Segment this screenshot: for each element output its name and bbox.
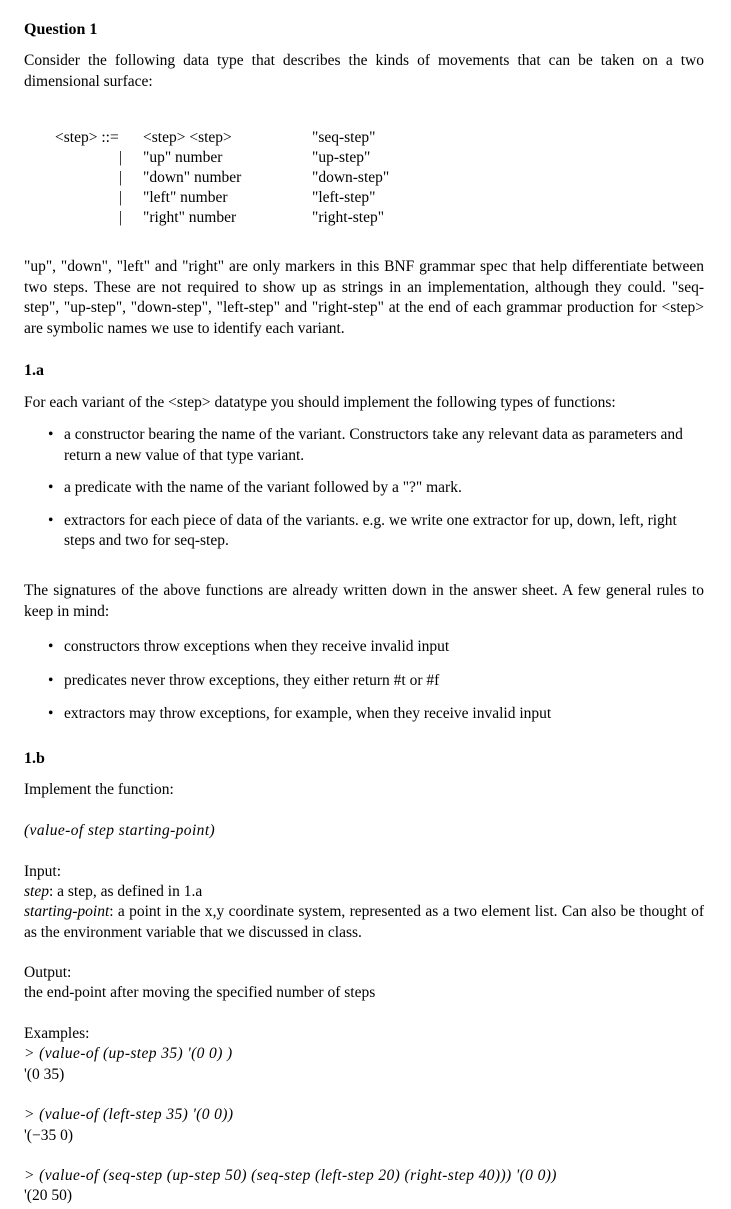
rules-list <box>48 637 704 725</box>
bnf-rhs: "right" number <box>143 209 237 226</box>
list-item <box>48 511 704 552</box>
list-item-text: constructors throw exceptions when they receive invalid input <box>64 638 450 655</box>
bullet-icon: • <box>48 479 54 496</box>
bullet-icon: • <box>48 705 54 722</box>
example-call: > (value-of (seq-step (up-step 50) (seq-step (left-step 20) (right-step 40))) '(0 0)) <box>24 1167 557 1184</box>
section-1a-intro: For each variant of the <step> datatype you should implement the following types of functions: <box>24 394 616 411</box>
section-1b-intro: Implement the function: <box>24 781 174 798</box>
bnf-bar: | <box>119 189 123 206</box>
list-item-text: a constructor bearing the name of the variant. Constructors take any relevant data as parameters and return a new value of that type variant. <box>64 426 683 464</box>
bnf-row <box>0 208 731 228</box>
list-item-text: extractors for each piece of data of the variants. e.g. we write one extractor for up, down, left, right steps and two for seq-step. <box>64 511 677 549</box>
example-call: > (value-of (up-step 35) '(0 0) ) <box>24 1045 233 1062</box>
input-label: Input: <box>24 863 62 880</box>
bnf-row <box>0 188 731 208</box>
param-starting-point-desc: : a point in the x,y coordinate system, represented as a two element list. Can also be thought of as the environment variable that we discussed in class. <box>24 903 704 941</box>
function-signature: (value-of step starting-point) <box>24 822 216 839</box>
question-intro: Consider the following data type that describes the kinds of movements that can be taken on a two dimensional surface: <box>24 52 704 90</box>
bnf-bar: | <box>119 209 123 226</box>
list-item <box>48 637 704 658</box>
bullet-icon: • <box>48 511 54 529</box>
bnf-variant-name: "left-step" <box>312 189 376 206</box>
bnf-row <box>0 148 731 168</box>
bnf-lhs: <step> ::= <box>55 129 119 146</box>
function-types-list <box>48 425 704 552</box>
bnf-rhs: "up" number <box>143 149 223 166</box>
example-result: '(−35 0) <box>24 1127 73 1144</box>
bnf-row <box>0 128 731 148</box>
section-1b-heading: 1.b <box>24 750 45 767</box>
bnf-rhs: "down" number <box>143 169 242 186</box>
bnf-variant-name: "seq-step" <box>312 129 376 146</box>
input-starting-point <box>24 902 704 943</box>
list-item-text: predicates never throw exceptions, they either return #t or #f <box>64 671 440 689</box>
bnf-bar: | <box>119 169 123 186</box>
bnf-variant-name: "down-step" <box>312 169 390 186</box>
param-step-name: step <box>24 883 49 900</box>
param-starting-point-name: starting-point <box>24 903 110 920</box>
output-description: the end-point after moving the specified number of steps <box>24 984 376 1001</box>
example-result: '(20 50) <box>24 1187 72 1204</box>
bullet-icon: • <box>48 671 54 689</box>
bullet-icon: • <box>48 426 54 443</box>
bnf-variant-name: "right-step" <box>312 209 385 226</box>
examples-label: Examples: <box>24 1025 90 1042</box>
list-item <box>48 425 704 466</box>
section-1a-heading: 1.a <box>24 362 44 379</box>
list-item <box>48 671 704 692</box>
param-step-desc: : a step, as defined in 1.a <box>48 883 203 900</box>
output-label: Output: <box>24 964 72 981</box>
input-step-line <box>24 882 202 903</box>
list-item-text: a predicate with the name of the variant followed by a "?" mark. <box>64 479 462 496</box>
rules-intro: The signatures of the above functions are already written down in the answer sheet. A few general rules to keep in mind: <box>24 582 704 620</box>
bnf-rhs: <step> <step> <box>143 129 232 146</box>
bnf-rhs: "left" number <box>143 189 228 206</box>
example-result: '(0 35) <box>24 1066 65 1083</box>
list-item-text: extractors may throw exceptions, for example, when they receive invalid input <box>64 705 552 722</box>
grammar-explanation: "up", "down", "left" and "right" are only markers in this BNF grammar spec that help differentiate between two steps. These are not required to show up as strings in an implementation, although they could. "seq-step", "up-step", "down-step", "left-step" and "right-step" at the end of each grammar production for <step> are symbolic names we use to identify each variant. <box>24 258 704 337</box>
example-call: > (value-of (left-step 35) '(0 0)) <box>24 1106 234 1123</box>
question-title: Question 1 <box>24 21 98 38</box>
list-item <box>48 478 704 499</box>
bnf-variant-name: "up-step" <box>312 149 371 166</box>
list-item <box>48 704 704 725</box>
bnf-bar: | <box>119 149 123 166</box>
bnf-row <box>0 168 731 188</box>
bullet-icon: • <box>48 638 54 655</box>
